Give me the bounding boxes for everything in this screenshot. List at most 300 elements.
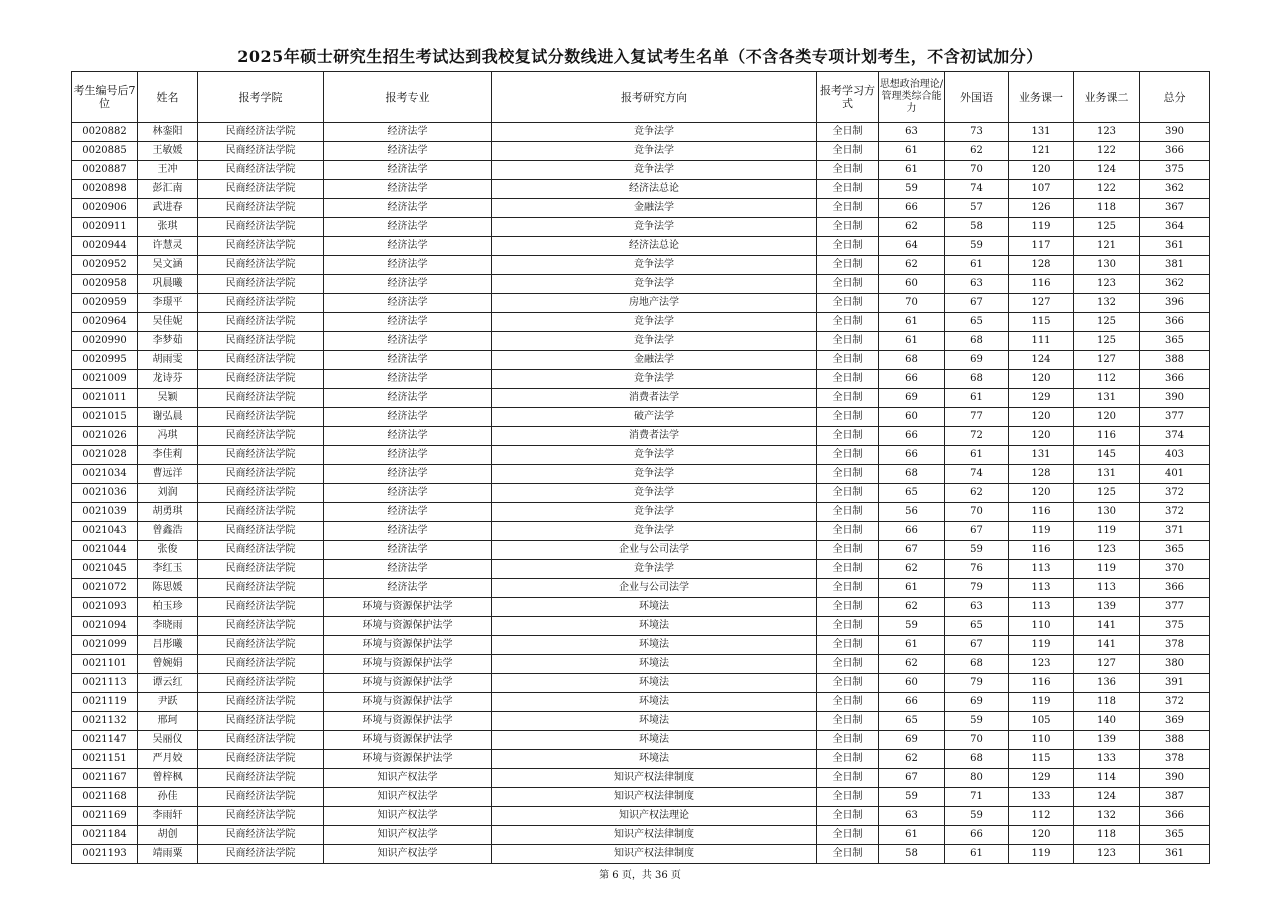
cell-language: 67	[945, 294, 1009, 313]
cell-college: 民商经济法学院	[198, 788, 324, 807]
cell-course1: 127	[1009, 294, 1074, 313]
table-body	[72, 123, 1210, 864]
cell-direction: 竞争法学	[492, 218, 817, 237]
cell-total: 388	[1140, 731, 1210, 750]
col-header-direction: 报考研究方向	[492, 72, 817, 123]
cell-id: 0021009	[72, 370, 138, 389]
cell-college: 民商经济法学院	[198, 332, 324, 351]
table-row	[72, 294, 1210, 313]
cell-language: 58	[945, 218, 1009, 237]
col-header-mode: 报考学习方式	[817, 72, 879, 123]
col-header-name: 姓名	[138, 72, 198, 123]
cell-total: 396	[1140, 294, 1210, 313]
cell-course2: 125	[1074, 484, 1140, 503]
cell-course1: 120	[1009, 826, 1074, 845]
cell-course2: 127	[1074, 655, 1140, 674]
cell-politics: 68	[879, 351, 945, 370]
cell-politics: 64	[879, 237, 945, 256]
cell-course2: 131	[1074, 389, 1140, 408]
cell-id: 0021072	[72, 579, 138, 598]
cell-mode: 全日制	[817, 826, 879, 845]
cell-id: 0021101	[72, 655, 138, 674]
cell-total: 391	[1140, 674, 1210, 693]
table-row	[72, 579, 1210, 598]
cell-language: 77	[945, 408, 1009, 427]
cell-major: 环境与资源保护法学	[324, 598, 492, 617]
cell-politics: 62	[879, 560, 945, 579]
cell-language: 57	[945, 199, 1009, 218]
table-row	[72, 218, 1210, 237]
cell-language: 70	[945, 503, 1009, 522]
table-row	[72, 788, 1210, 807]
cell-politics: 60	[879, 674, 945, 693]
cell-name: 王冲	[138, 161, 198, 180]
cell-course1: 119	[1009, 636, 1074, 655]
cell-course1: 128	[1009, 465, 1074, 484]
cell-politics: 66	[879, 370, 945, 389]
cell-total: 390	[1140, 123, 1210, 142]
cell-total: 366	[1140, 370, 1210, 389]
cell-total: 378	[1140, 636, 1210, 655]
cell-mode: 全日制	[817, 636, 879, 655]
cell-language: 68	[945, 655, 1009, 674]
cell-college: 民商经济法学院	[198, 826, 324, 845]
cell-id: 0021043	[72, 522, 138, 541]
cell-major: 经济法学	[324, 218, 492, 237]
col-header-major: 报考专业	[324, 72, 492, 123]
cell-total: 361	[1140, 845, 1210, 864]
cell-major: 经济法学	[324, 370, 492, 389]
cell-course2: 132	[1074, 294, 1140, 313]
cell-language: 63	[945, 275, 1009, 294]
cell-direction: 金融法学	[492, 351, 817, 370]
cell-course2: 131	[1074, 465, 1140, 484]
table-row	[72, 503, 1210, 522]
cell-major: 经济法学	[324, 275, 492, 294]
cell-major: 环境与资源保护法学	[324, 731, 492, 750]
table-row	[72, 123, 1210, 142]
cell-direction: 企业与公司法学	[492, 541, 817, 560]
cell-politics: 62	[879, 256, 945, 275]
cell-language: 69	[945, 351, 1009, 370]
cell-total: 388	[1140, 351, 1210, 370]
cell-total: 371	[1140, 522, 1210, 541]
cell-direction: 环境法	[492, 655, 817, 674]
cell-direction: 知识产权法律制度	[492, 788, 817, 807]
table-row	[72, 142, 1210, 161]
table-row	[72, 465, 1210, 484]
table-row	[72, 408, 1210, 427]
cell-course2: 145	[1074, 446, 1140, 465]
cell-id: 0020958	[72, 275, 138, 294]
table-row	[72, 674, 1210, 693]
cell-id: 0020944	[72, 237, 138, 256]
cell-mode: 全日制	[817, 218, 879, 237]
header-row	[72, 72, 1210, 123]
cell-course1: 115	[1009, 750, 1074, 769]
cell-course2: 125	[1074, 313, 1140, 332]
cell-major: 知识产权法学	[324, 845, 492, 864]
cell-mode: 全日制	[817, 750, 879, 769]
cell-major: 经济法学	[324, 522, 492, 541]
cell-name: 曾鑫浩	[138, 522, 198, 541]
cell-language: 61	[945, 845, 1009, 864]
table-row	[72, 237, 1210, 256]
cell-direction: 环境法	[492, 598, 817, 617]
cell-politics: 60	[879, 408, 945, 427]
cell-mode: 全日制	[817, 161, 879, 180]
cell-mode: 全日制	[817, 123, 879, 142]
cell-direction: 竞争法学	[492, 560, 817, 579]
cell-course2: 124	[1074, 788, 1140, 807]
cell-course1: 119	[1009, 845, 1074, 864]
cell-politics: 62	[879, 750, 945, 769]
cell-total: 378	[1140, 750, 1210, 769]
cell-id: 0021184	[72, 826, 138, 845]
cell-id: 0021147	[72, 731, 138, 750]
cell-politics: 62	[879, 598, 945, 617]
cell-college: 民商经济法学院	[198, 465, 324, 484]
col-header-id: 考生编号后7位	[72, 72, 138, 123]
cell-id: 0021093	[72, 598, 138, 617]
cell-name: 刘润	[138, 484, 198, 503]
cell-course1: 129	[1009, 389, 1074, 408]
cell-name: 李梦茹	[138, 332, 198, 351]
cell-direction: 企业与公司法学	[492, 579, 817, 598]
cell-direction: 金融法学	[492, 199, 817, 218]
cell-id: 0021036	[72, 484, 138, 503]
cell-course2: 133	[1074, 750, 1140, 769]
cell-language: 59	[945, 712, 1009, 731]
cell-politics: 61	[879, 332, 945, 351]
cell-mode: 全日制	[817, 142, 879, 161]
cell-mode: 全日制	[817, 712, 879, 731]
cell-college: 民商经济法学院	[198, 123, 324, 142]
cell-total: 375	[1140, 617, 1210, 636]
cell-major: 经济法学	[324, 351, 492, 370]
cell-course1: 129	[1009, 769, 1074, 788]
cell-course2: 118	[1074, 199, 1140, 218]
cell-language: 68	[945, 332, 1009, 351]
cell-college: 民商经济法学院	[198, 807, 324, 826]
cell-course2: 123	[1074, 123, 1140, 142]
cell-politics: 61	[879, 826, 945, 845]
cell-major: 经济法学	[324, 389, 492, 408]
cell-id: 0020952	[72, 256, 138, 275]
cell-course2: 118	[1074, 693, 1140, 712]
cell-major: 经济法学	[324, 237, 492, 256]
cell-course2: 119	[1074, 560, 1140, 579]
cell-total: 361	[1140, 237, 1210, 256]
cell-college: 民商经济法学院	[198, 370, 324, 389]
cell-politics: 67	[879, 541, 945, 560]
table-row	[72, 199, 1210, 218]
cell-course1: 119	[1009, 693, 1074, 712]
cell-major: 经济法学	[324, 313, 492, 332]
cell-college: 民商经济法学院	[198, 256, 324, 275]
cell-course2: 132	[1074, 807, 1140, 826]
cell-direction: 环境法	[492, 674, 817, 693]
page-number: 第 6 页，共 36 页	[599, 870, 681, 881]
cell-direction: 竞争法学	[492, 275, 817, 294]
cell-total: 381	[1140, 256, 1210, 275]
cell-mode: 全日制	[817, 731, 879, 750]
col-header-politics: 思想政治理论/管理类综合能力	[879, 72, 945, 123]
cell-total: 370	[1140, 560, 1210, 579]
cell-major: 经济法学	[324, 446, 492, 465]
cell-name: 吴文涵	[138, 256, 198, 275]
cell-course2: 123	[1074, 845, 1140, 864]
cell-college: 民商经济法学院	[198, 275, 324, 294]
cell-mode: 全日制	[817, 541, 879, 560]
cell-course1: 117	[1009, 237, 1074, 256]
cell-total: 364	[1140, 218, 1210, 237]
cell-id: 0020906	[72, 199, 138, 218]
cell-name: 曾梓枫	[138, 769, 198, 788]
cell-mode: 全日制	[817, 655, 879, 674]
cell-college: 民商经济法学院	[198, 313, 324, 332]
table-row	[72, 446, 1210, 465]
cell-language: 59	[945, 541, 1009, 560]
cell-name: 吴丽仪	[138, 731, 198, 750]
cell-course1: 110	[1009, 731, 1074, 750]
cell-course2: 122	[1074, 142, 1140, 161]
cell-id: 0020990	[72, 332, 138, 351]
cell-mode: 全日制	[817, 674, 879, 693]
cell-name: 林銮阳	[138, 123, 198, 142]
cell-language: 62	[945, 142, 1009, 161]
table-row	[72, 655, 1210, 674]
cell-mode: 全日制	[817, 522, 879, 541]
cell-major: 环境与资源保护法学	[324, 674, 492, 693]
cell-language: 61	[945, 256, 1009, 275]
table-row	[72, 427, 1210, 446]
cell-id: 0021119	[72, 693, 138, 712]
cell-total: 366	[1140, 313, 1210, 332]
cell-direction: 竞争法学	[492, 332, 817, 351]
cell-course2: 123	[1074, 541, 1140, 560]
cell-college: 民商经济法学院	[198, 541, 324, 560]
cell-politics: 62	[879, 218, 945, 237]
cell-total: 377	[1140, 408, 1210, 427]
cell-language: 65	[945, 313, 1009, 332]
cell-major: 经济法学	[324, 484, 492, 503]
cell-course1: 120	[1009, 370, 1074, 389]
cell-major: 经济法学	[324, 142, 492, 161]
cell-major: 知识产权法学	[324, 807, 492, 826]
table-row	[72, 845, 1210, 864]
cell-direction: 环境法	[492, 750, 817, 769]
cell-direction: 知识产权法律制度	[492, 769, 817, 788]
cell-major: 经济法学	[324, 161, 492, 180]
cell-name: 胡雨雯	[138, 351, 198, 370]
cell-major: 知识产权法学	[324, 769, 492, 788]
cell-id: 0021039	[72, 503, 138, 522]
cell-politics: 56	[879, 503, 945, 522]
cell-name: 严月姣	[138, 750, 198, 769]
table-row	[72, 313, 1210, 332]
cell-mode: 全日制	[817, 180, 879, 199]
cell-mode: 全日制	[817, 465, 879, 484]
table-row	[72, 161, 1210, 180]
cell-mode: 全日制	[817, 598, 879, 617]
cell-id: 0021015	[72, 408, 138, 427]
cell-mode: 全日制	[817, 845, 879, 864]
cell-direction: 竞争法学	[492, 522, 817, 541]
table-row	[72, 826, 1210, 845]
cell-college: 民商经济法学院	[198, 142, 324, 161]
cell-name: 谭云红	[138, 674, 198, 693]
cell-total: 372	[1140, 484, 1210, 503]
cell-mode: 全日制	[817, 256, 879, 275]
cell-name: 李璟平	[138, 294, 198, 313]
cell-id: 0021044	[72, 541, 138, 560]
cell-course1: 124	[1009, 351, 1074, 370]
cell-college: 民商经济法学院	[198, 408, 324, 427]
cell-course1: 131	[1009, 446, 1074, 465]
cell-major: 经济法学	[324, 579, 492, 598]
cell-college: 民商经济法学院	[198, 294, 324, 313]
candidate-table	[71, 71, 1210, 864]
cell-name: 李雨轩	[138, 807, 198, 826]
table-row	[72, 541, 1210, 560]
cell-course1: 128	[1009, 256, 1074, 275]
col-header-course2: 业务课二	[1074, 72, 1140, 123]
cell-total: 403	[1140, 446, 1210, 465]
cell-name: 李晓雨	[138, 617, 198, 636]
cell-language: 73	[945, 123, 1009, 142]
cell-name: 巩晨曦	[138, 275, 198, 294]
table-row	[72, 351, 1210, 370]
cell-mode: 全日制	[817, 332, 879, 351]
cell-course1: 113	[1009, 579, 1074, 598]
cell-college: 民商经济法学院	[198, 617, 324, 636]
cell-mode: 全日制	[817, 408, 879, 427]
cell-politics: 60	[879, 275, 945, 294]
cell-direction: 经济法总论	[492, 237, 817, 256]
cell-course1: 115	[1009, 313, 1074, 332]
cell-college: 民商经济法学院	[198, 579, 324, 598]
cell-course1: 105	[1009, 712, 1074, 731]
cell-total: 401	[1140, 465, 1210, 484]
cell-politics: 66	[879, 199, 945, 218]
cell-total: 366	[1140, 807, 1210, 826]
cell-id: 0021151	[72, 750, 138, 769]
cell-name: 胡勇琪	[138, 503, 198, 522]
cell-politics: 69	[879, 389, 945, 408]
cell-direction: 知识产权法律制度	[492, 826, 817, 845]
cell-total: 380	[1140, 655, 1210, 674]
cell-language: 61	[945, 446, 1009, 465]
cell-course2: 119	[1074, 522, 1140, 541]
cell-course1: 116	[1009, 503, 1074, 522]
cell-direction: 竞争法学	[492, 256, 817, 275]
cell-id: 0021034	[72, 465, 138, 484]
cell-total: 369	[1140, 712, 1210, 731]
cell-language: 79	[945, 674, 1009, 693]
cell-language: 65	[945, 617, 1009, 636]
table-row	[72, 636, 1210, 655]
cell-politics: 67	[879, 769, 945, 788]
table-row	[72, 769, 1210, 788]
cell-name: 李佳莉	[138, 446, 198, 465]
cell-course2: 130	[1074, 503, 1140, 522]
cell-politics: 66	[879, 427, 945, 446]
cell-politics: 66	[879, 522, 945, 541]
cell-language: 68	[945, 750, 1009, 769]
cell-language: 67	[945, 522, 1009, 541]
cell-course2: 123	[1074, 275, 1140, 294]
cell-mode: 全日制	[817, 807, 879, 826]
cell-language: 62	[945, 484, 1009, 503]
cell-id: 0021094	[72, 617, 138, 636]
cell-major: 环境与资源保护法学	[324, 712, 492, 731]
cell-id: 0021132	[72, 712, 138, 731]
cell-id: 0020885	[72, 142, 138, 161]
cell-name: 吴佳妮	[138, 313, 198, 332]
cell-college: 民商经济法学院	[198, 750, 324, 769]
cell-name: 许慧灵	[138, 237, 198, 256]
cell-college: 民商经济法学院	[198, 446, 324, 465]
cell-college: 民商经济法学院	[198, 161, 324, 180]
cell-course2: 125	[1074, 218, 1140, 237]
cell-language: 68	[945, 370, 1009, 389]
cell-mode: 全日制	[817, 446, 879, 465]
cell-course2: 116	[1074, 427, 1140, 446]
cell-college: 民商经济法学院	[198, 427, 324, 446]
col-header-total: 总分	[1140, 72, 1210, 123]
col-header-college: 报考学院	[198, 72, 324, 123]
cell-course1: 107	[1009, 180, 1074, 199]
cell-name: 谢弘晨	[138, 408, 198, 427]
cell-name: 胡创	[138, 826, 198, 845]
cell-id: 0020995	[72, 351, 138, 370]
cell-total: 377	[1140, 598, 1210, 617]
cell-course2: 140	[1074, 712, 1140, 731]
table-row	[72, 522, 1210, 541]
cell-name: 陈思媛	[138, 579, 198, 598]
cell-direction: 竞争法学	[492, 484, 817, 503]
table-row	[72, 750, 1210, 769]
cell-college: 民商经济法学院	[198, 484, 324, 503]
cell-mode: 全日制	[817, 484, 879, 503]
table-row	[72, 484, 1210, 503]
cell-major: 环境与资源保护法学	[324, 617, 492, 636]
cell-major: 经济法学	[324, 427, 492, 446]
cell-politics: 61	[879, 161, 945, 180]
cell-total: 372	[1140, 503, 1210, 522]
table-row	[72, 389, 1210, 408]
cell-politics: 70	[879, 294, 945, 313]
cell-college: 民商经济法学院	[198, 674, 324, 693]
cell-course1: 123	[1009, 655, 1074, 674]
cell-course1: 120	[1009, 161, 1074, 180]
cell-direction: 竞争法学	[492, 142, 817, 161]
cell-college: 民商经济法学院	[198, 199, 324, 218]
cell-politics: 66	[879, 693, 945, 712]
cell-language: 80	[945, 769, 1009, 788]
cell-course1: 116	[1009, 275, 1074, 294]
cell-mode: 全日制	[817, 769, 879, 788]
cell-name: 吴颖	[138, 389, 198, 408]
cell-major: 知识产权法学	[324, 826, 492, 845]
cell-total: 362	[1140, 275, 1210, 294]
table-row	[72, 807, 1210, 826]
cell-politics: 65	[879, 712, 945, 731]
cell-mode: 全日制	[817, 275, 879, 294]
cell-course2: 125	[1074, 332, 1140, 351]
col-header-course1: 业务课一	[1009, 72, 1074, 123]
